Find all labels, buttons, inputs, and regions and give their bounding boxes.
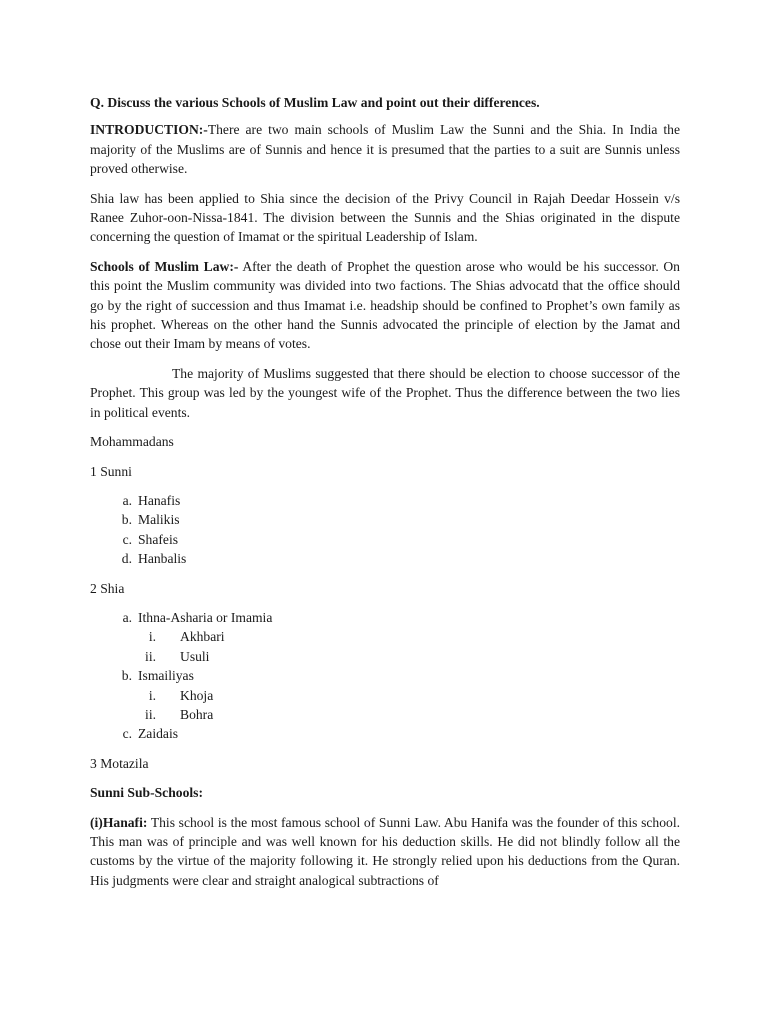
list-marker: a. <box>122 609 132 625</box>
list-item-text: Ismailiyas <box>138 668 194 684</box>
sunni-label: 1 Sunni <box>90 463 132 479</box>
hanafi-heading: (i)Hanafi: <box>90 814 148 830</box>
list-item-text: Malikis <box>138 512 180 528</box>
list-marker: i. <box>148 687 156 703</box>
sunni-sub-schools-heading: Sunni Sub-Schools: <box>90 785 203 801</box>
list-item <box>90 724 680 743</box>
list-item <box>90 530 680 549</box>
list-marker: d. <box>121 551 132 567</box>
shia-label: 2 Shia <box>90 580 125 596</box>
introduction-text: There are two main schools of Muslim Law the Sunni and the Shia. In India the majority of the Muslims are of Sunnis and hence it is presumed that the parties to a suit are Sunnis unless proved otherwise. <box>90 122 680 177</box>
majority-paragraph: The majority of Muslims suggested that there should be election to choose successor of the Prophet. This group was led by the youngest wife of the Prophet. Thus the difference between the two lies in political events. <box>90 365 680 420</box>
schools-heading: Schools of Muslim Law:- <box>90 258 239 274</box>
list-subitem <box>90 627 680 646</box>
list-subitem <box>90 705 680 724</box>
motazila-label: 3 Motazila <box>90 755 149 771</box>
list-item-text: Usuli <box>180 648 210 664</box>
hanafi-text: This school is the most famous school of Sunni Law. Abu Hanifa was the founder of this school. This man was of principle and was well known for his deduction skills. He did not blindly follow all the customs by the virtue of the majority following it. He strongly relied upon his deductions from the Quran. His judgments were clear and straight analogical subtractions of <box>90 814 680 888</box>
list-item <box>90 666 680 685</box>
list-marker: b. <box>121 668 132 684</box>
list-item <box>90 491 680 510</box>
list-item-text: Ithna-Asharia or Imamia <box>138 609 273 625</box>
schools-paragraph <box>90 257 680 354</box>
list-item <box>90 549 680 568</box>
list-item-text: Zaidais <box>138 726 179 742</box>
list-item-text: Akhbari <box>180 629 225 645</box>
sunni-list <box>90 491 680 569</box>
list-subitem <box>90 647 680 666</box>
shia-list <box>90 608 680 744</box>
document-page <box>90 93 680 900</box>
list-item-text: Khoja <box>180 687 214 703</box>
classification-root: Mohammadans <box>90 434 174 450</box>
list-item-text: Hanbalis <box>138 551 187 567</box>
hanafi-paragraph <box>90 813 680 891</box>
list-item <box>90 510 680 529</box>
list-item-text: Bohra <box>180 706 214 722</box>
schools-text: After the death of Prophet the question arose who would be his successor. On this point the Muslim community was divided into two factions. The Shias advocatd that the office should go by the right of succession and thus Imamat i.e. headship should be confined to Prophet’s own family as his prophet. Whereas on the other hand the Sunnis advocated the principle of election by the Jamat and chose out their Imam by means of votes. <box>90 258 680 352</box>
list-marker: c. <box>122 726 132 742</box>
list-item-text: Hanafis <box>138 492 181 508</box>
list-marker: ii. <box>145 706 156 722</box>
introduction-paragraph <box>90 120 680 178</box>
list-item <box>90 608 680 627</box>
list-item-text: Shafeis <box>138 531 179 547</box>
introduction-heading: INTRODUCTION:- <box>90 122 208 138</box>
privy-council-paragraph: Shia law has been applied to Shia since the decision of the Privy Council in Rajah Deedar Hossein v/s Ranee Zuhor-oon-Nissa-1841. The division between the Sunnis and the Shias originated in the dispute concerning the question of Imamat or the spiritual Leadership of Islam. <box>90 190 680 245</box>
list-marker: c. <box>122 531 132 547</box>
list-marker: a. <box>122 492 132 508</box>
list-marker: ii. <box>145 648 156 664</box>
list-marker: i. <box>148 629 156 645</box>
question-heading: Q. Discuss the various Schools of Muslim Law and point out their differences. <box>90 95 540 110</box>
list-subitem <box>90 686 680 705</box>
list-marker: b. <box>121 512 132 528</box>
